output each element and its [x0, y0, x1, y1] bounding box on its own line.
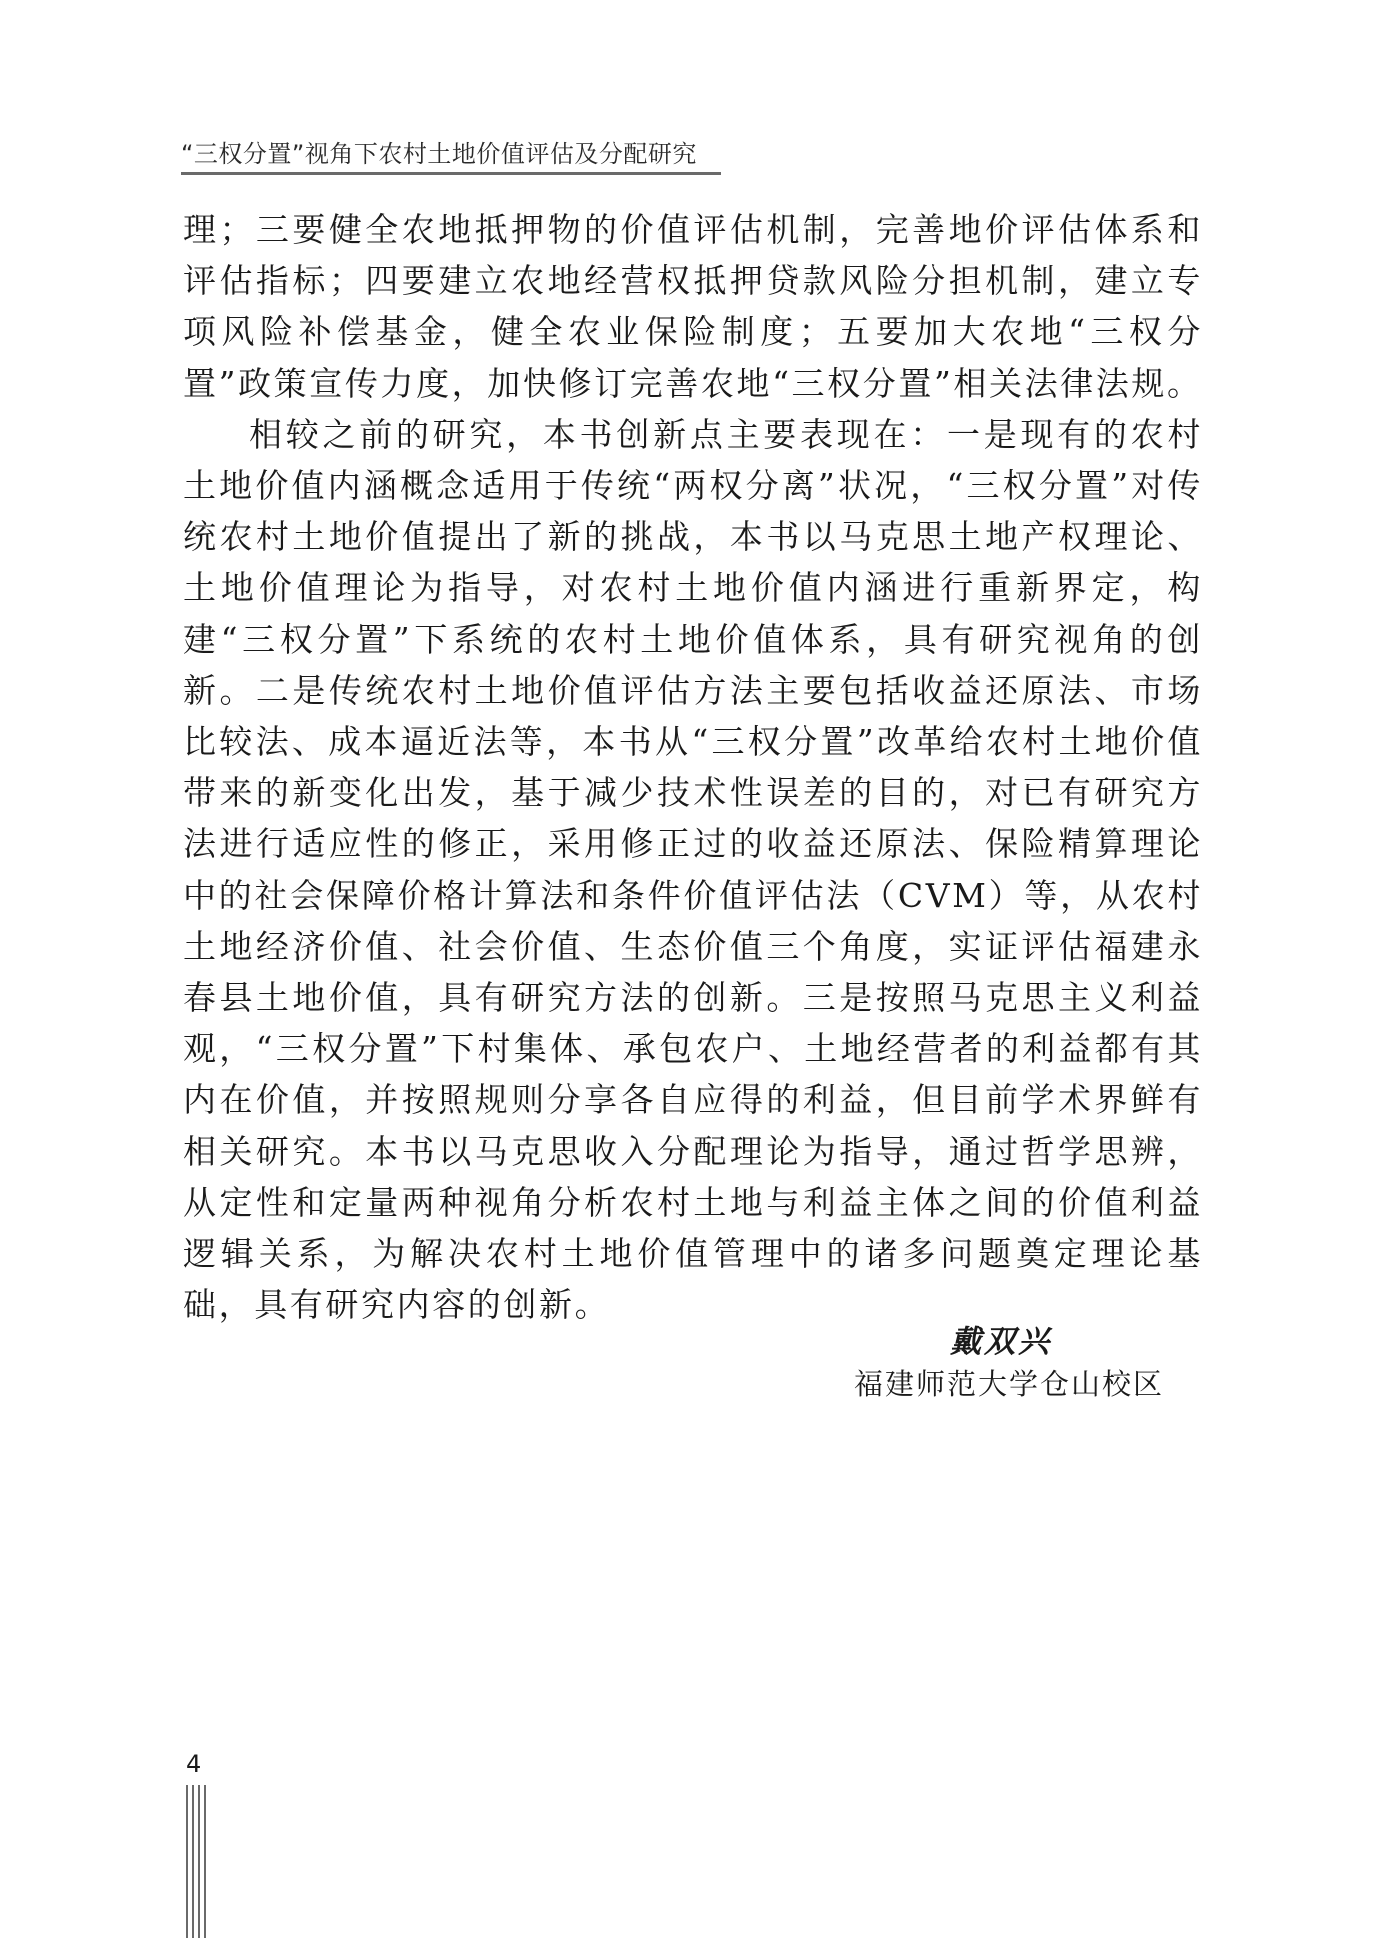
- paragraph-1: 理；三要健全农地抵押物的价值评估机制，完善地价评估体系和评估指标；四要建立农地经营权抵押贷款风险分担机制，建立专项风险补偿基金，健全农业保险制度；五要加大农地“三权分置”政策宣传力度，加快修订完善农地“三权分置”相关法律法规。: [183, 210, 1203, 403]
- paragraph-2: 相较之前的研究，本书创新点主要表现在：一是现有的农村土地价值内涵概念适用于传统“两权分离”状况，“三权分置”对传统农村土地价值提出了新的挑战，本书以马克思土地产权理论、土地价值理论为指导，对农村土地价值内涵进行重新界定，构建“三权分置”下系统的农村土地价值体系，具有研究视角的创新。二是传统农村土地价值评估方法主要包括收益还原法、市场比较法、成本逼近法等，本书从“三权分置”改革给农村土地价值带来的新变化出发，基于减少技术性误差的目的，对已有研究方法进行适应性的修正，采用修正过的收益还原法、保险精算理论中的社会保障价格计算法和条件价值评估法（CVM）等，从农村土地经济价值、社会价值、生态价值三个角度，实证评估福建永春县土地价值，具有研究方法的创新。三是按照马克思主义利益观，“三权分置”下村集体、承包农户、土地经营者的利益都有其内在价值，并按照规则分享各自应得的利益，但目前学术界鲜有相关研究。本书以马克思收入分配理论为指导，通过哲学思辨，从定性和定量两种视角分析农村土地与利益主体之间的价值利益逻辑关系，为解决农村土地价值管理中的诸多问题奠定理论基础，具有研究内容的创新。: [183, 414, 1203, 1325]
- body-text: [183, 204, 1203, 1330]
- signature-affiliation: 福建师范大学仓山校区: [854, 1367, 1165, 1401]
- page-number: 4: [186, 1750, 202, 1778]
- running-header: [181, 134, 721, 175]
- margin-decoration-lines: [186, 1785, 206, 1938]
- signature-author: 戴双兴: [950, 1324, 1052, 1360]
- running-title: “三权分置”视角下农村土地价值评估及分配研究: [181, 140, 697, 168]
